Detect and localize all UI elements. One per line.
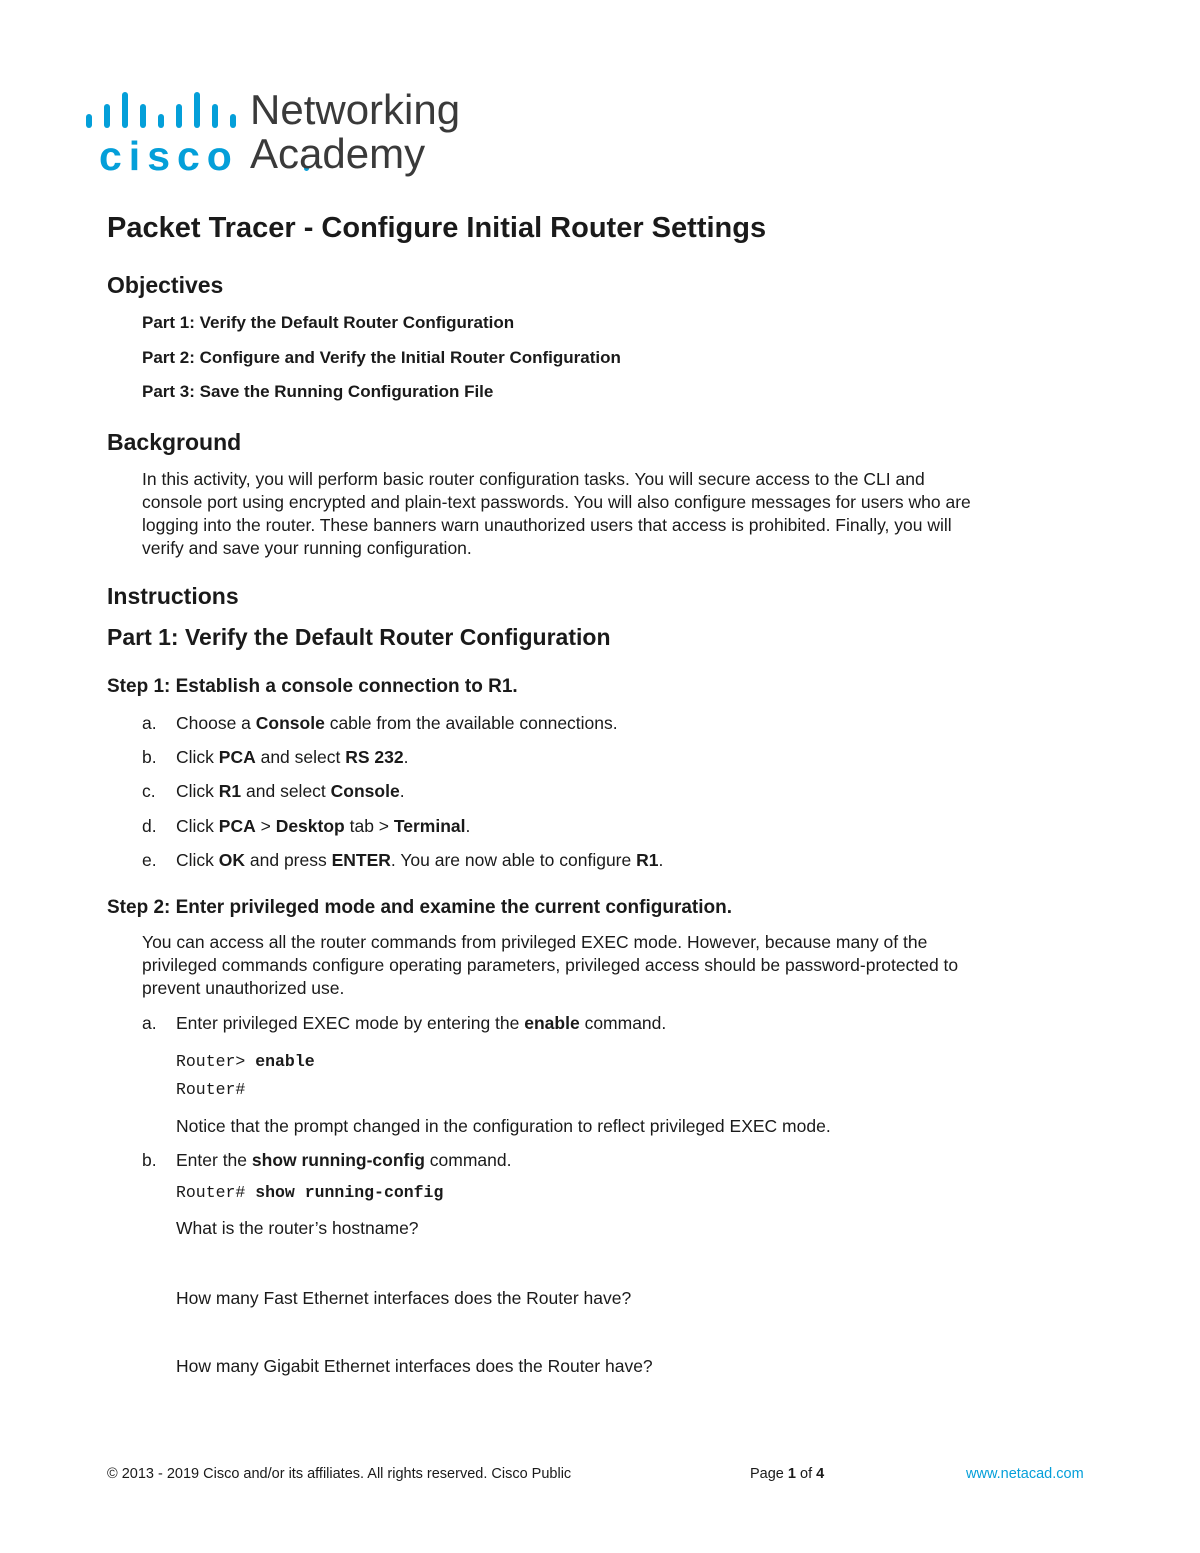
background-line: In this activity, you will perform basic router configuration tasks. You will secure access to the CLI and (142, 469, 925, 489)
background-line: verify and save your running configuration. (142, 538, 472, 558)
list-letter: e. (142, 850, 157, 870)
list-letter: a. (142, 1013, 157, 1033)
part1-heading: Part 1: Verify the Default Router Configuration (107, 624, 611, 650)
step2-intro-line: prevent unauthorized use. (142, 978, 345, 998)
background-line: console port using encrypted and plain-text passwords. You will also configure messages for users who are (142, 492, 971, 512)
text-segment: Click (176, 781, 219, 801)
text-segment: command. (424, 1150, 512, 1170)
step2-intro-line: privileged commands configure operating parameters, privileged access should be password-protected to (142, 955, 959, 975)
text-segment: Choose a (176, 713, 256, 733)
text-segment: . (658, 850, 664, 870)
cisco-wordmark: cisco (99, 133, 239, 179)
page-title: Packet Tracer - Configure Initial Router Settings (107, 212, 767, 244)
bold-term: enable (524, 1013, 580, 1033)
cisco-networking-academy-logo (86, 88, 486, 180)
step1-item-a (176, 713, 618, 734)
text-segment: . You are now able to configure (390, 850, 637, 870)
code-line-prompt: Router# (176, 1080, 246, 1099)
bold-term: Desktop (275, 816, 345, 836)
bold-term: RS 232 (345, 747, 404, 767)
bold-term: Console (330, 781, 400, 801)
step2-note: Notice that the prompt changed in the configuration to reflect privileged EXEC mode. (176, 1116, 831, 1136)
code-line-enable (176, 1052, 315, 1071)
step2-item-a (176, 1013, 666, 1034)
objective-item: Part 3: Save the Running Configuration File (142, 382, 494, 401)
bold-term: Terminal (393, 816, 466, 836)
code-line-show-run (176, 1183, 443, 1202)
text-segment: . (399, 781, 405, 801)
step1-item-e (176, 850, 663, 871)
bold-term: PCA (218, 816, 256, 836)
text-segment: Click (176, 816, 219, 836)
cisco-bars-icon (86, 92, 236, 132)
text-segment: and press (245, 850, 332, 870)
page-of: of (795, 1466, 817, 1482)
list-letter: b. (142, 1150, 157, 1170)
objective-item: Part 1: Verify the Default Router Configuration (142, 313, 515, 332)
step1-item-d (176, 816, 470, 837)
footer-copyright: © 2013 - 2019 Cisco and/or its affiliates. All rights reserved. Cisco Public (107, 1466, 572, 1482)
code-command: show running-config (255, 1183, 444, 1202)
step1-item-c (176, 781, 405, 802)
text-segment: and select (255, 747, 346, 767)
page-current: 1 (787, 1466, 796, 1482)
logo-academy: Academy (250, 130, 426, 177)
objective-item: Part 2: Configure and Verify the Initial Router Configuration (142, 348, 621, 367)
step2-item-b (176, 1150, 511, 1171)
step2-heading: Step 2: Enter privileged mode and examine the current configuration. (107, 897, 733, 918)
code-command: enable (255, 1052, 315, 1071)
bold-term: R1 (636, 850, 659, 870)
bold-term: Console (255, 713, 325, 733)
code-prompt: Router# (176, 1183, 256, 1202)
question-hostname: What is the router’s hostname? (176, 1218, 419, 1238)
step2-intro-line: You can access all the router commands from privileged EXEC mode. However, because many of the (142, 932, 928, 952)
text-segment: > (255, 816, 276, 836)
footer-site-link[interactable]: www.netacad.com (966, 1466, 1084, 1482)
text-segment: . (403, 747, 409, 767)
logo-networking: Networking (250, 86, 461, 133)
text-segment: . (465, 816, 471, 836)
text-segment: command. (579, 1013, 667, 1033)
bold-term: R1 (218, 781, 242, 801)
code-prompt: Router> (176, 1052, 256, 1071)
text-segment: Click (176, 850, 219, 870)
text-segment: Enter privileged EXEC mode by entering the (176, 1013, 525, 1033)
step1-heading: Step 1: Establish a console connection to R1. (107, 676, 518, 697)
objectives-heading: Objectives (107, 272, 224, 298)
list-letter: a. (142, 713, 157, 733)
list-letter: c. (142, 781, 156, 801)
list-letter: d. (142, 816, 157, 836)
question-fast-ethernet: How many Fast Ethernet interfaces does the Router have? (176, 1288, 632, 1308)
question-gigabit-ethernet: How many Gigabit Ethernet interfaces does the Router have? (176, 1356, 653, 1376)
instructions-heading: Instructions (107, 583, 239, 609)
text-segment: Click (176, 747, 219, 767)
background-heading: Background (107, 429, 242, 455)
text-segment: cable from the available connections. (324, 713, 618, 733)
text-segment: and select (241, 781, 331, 801)
bold-term: ENTER (331, 850, 391, 870)
bold-term: PCA (218, 747, 256, 767)
page-label: Page (750, 1466, 788, 1482)
step1-item-b (176, 747, 408, 768)
footer-page-number (750, 1466, 824, 1482)
background-line: logging into the router. These banners warn unauthorized users that access is prohibited. Finally, you will (142, 515, 952, 535)
page-total: 4 (816, 1466, 825, 1482)
list-letter: b. (142, 747, 157, 767)
text-segment: tab > (344, 816, 394, 836)
bold-term: OK (218, 850, 246, 870)
text-segment: Enter the (176, 1150, 252, 1170)
bold-term: show running-config (251, 1150, 425, 1170)
